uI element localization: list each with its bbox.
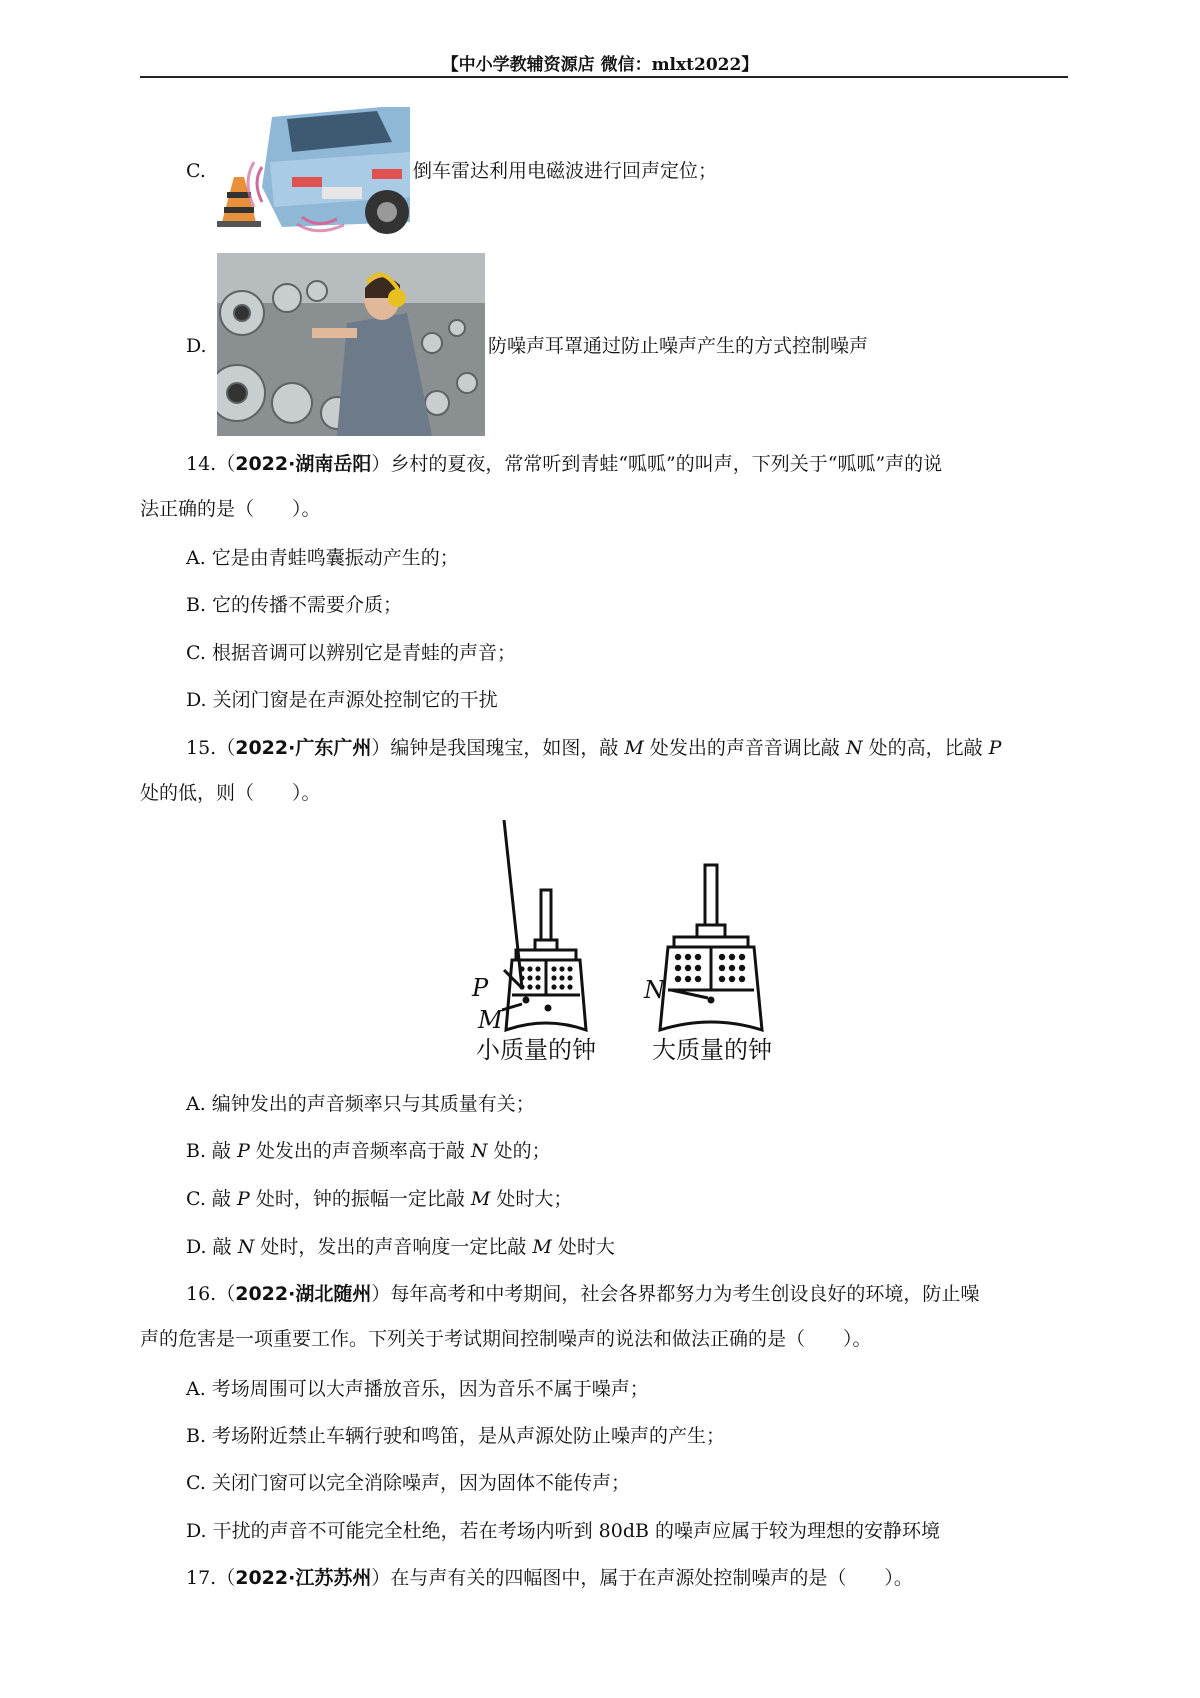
q17-source: 2022·江苏苏州: [235, 1567, 372, 1589]
car-reverse-radar-image: [212, 107, 410, 234]
q16-option-b: B. 考场附近禁止车辆行驶和鸣笛，是从声源处防止噪声的产生；: [186, 1425, 726, 1447]
q13-option-d-label: D.: [186, 335, 207, 357]
q15-stem-line-1: 15.（2022·广东广州）编钟是我国瑰宝，如图，敲 M 处发出的声音音调比敲 N 处的高，比敲 P: [186, 737, 1002, 759]
q13-option-d-text: 防噪声耳罩通过防止噪声产生的方式控制噪声: [488, 335, 869, 357]
q15-option-a: A. 编钟发出的声音频率只与其质量有关；: [186, 1093, 535, 1115]
q16-stem-line-2: 声的危害是一项重要工作。下列关于考试期间控制噪声的说法和做法正确的是（ ）。: [140, 1328, 872, 1350]
q16-stem-line-1: 16.（2022·湖北随州）每年高考和中考期间，社会各界都努力为考生创设良好的环境，防止噪: [186, 1283, 980, 1305]
q15-option-d: D. 敲 N 处时，发出的声音响度一定比敲 M 处时大: [186, 1236, 615, 1258]
small-bell-caption: 小质量的钟: [476, 1036, 596, 1060]
q14-option-d: D. 关闭门窗是在声源处控制它的干扰: [186, 689, 498, 711]
q15-option-b: B. 敲 P 处发出的声音频率高于敲 N 处的；: [186, 1140, 551, 1162]
q14-option-a: A. 它是由青蛙鸣囊振动产生的；: [186, 547, 459, 569]
label-n: N: [644, 976, 665, 1004]
q14-option-b: B. 它的传播不需要介质；: [186, 594, 403, 616]
q15-stem-line-2: 处的低，则（ ）。: [140, 782, 321, 804]
large-bell-caption: 大质量的钟: [652, 1036, 772, 1060]
q13-option-c-label: C.: [186, 160, 206, 182]
bells-figure: [460, 820, 790, 1060]
q14-source: 2022·湖南岳阳: [235, 453, 372, 475]
q14-stem-line-1: 14.（2022·湖南岳阳）乡村的夏夜，常常听到青蛙“呱呱”的叫声，下列关于“呱呱”声的说: [186, 453, 943, 475]
page-header: 【中小学教辅资源店 微信：mlxt2022】: [441, 55, 759, 75]
q15-option-c: C. 敲 P 处时，钟的振幅一定比敲 M 处时大；: [186, 1188, 573, 1210]
q17-stem-line-1: 17.（2022·江苏苏州）在与声有关的四幅图中，属于在声源处控制噪声的是（ ）。: [186, 1567, 913, 1589]
q16-option-d: D. 干扰的声音不可能完全杜绝，若在考场内听到 80dB 的噪声应属于较为理想的安静环境: [186, 1520, 941, 1542]
header-rule: [140, 76, 1068, 78]
q16-source: 2022·湖北随州: [235, 1283, 372, 1305]
q15-source: 2022·广东广州: [235, 737, 372, 759]
q16-option-a: A. 考场周围可以大声播放音乐，因为音乐不属于噪声；: [186, 1378, 649, 1400]
q14-option-c: C. 根据音调可以辨别它是青蛙的声音；: [186, 642, 516, 664]
q14-stem-line-2: 法正确的是（ ）。: [140, 498, 321, 520]
label-p: P: [472, 974, 489, 1002]
q13-option-c-text: 倒车雷达利用电磁波进行回声定位；: [413, 160, 718, 182]
q16-option-c: C. 关闭门窗可以完全消除噪声，因为固体不能传声；: [186, 1472, 630, 1494]
earmuff-worker-image: [217, 253, 485, 436]
label-m: M: [478, 1006, 503, 1034]
